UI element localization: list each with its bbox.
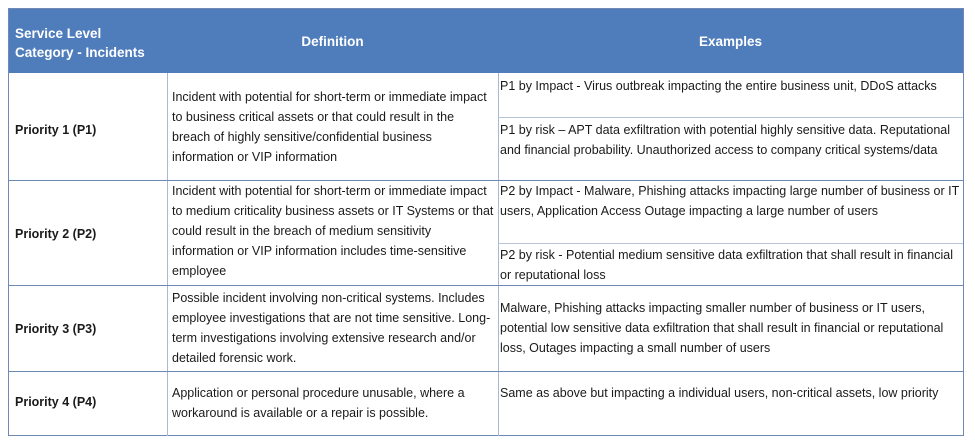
example-divider — [498, 243, 963, 244]
row-example: P1 by Impact - Virus outbreak impacting the entire business unit, DDoS attacks — [500, 79, 937, 93]
row-divider — [9, 285, 963, 286]
row-category: Priority 4 (P4) — [15, 395, 97, 409]
row-example: Malware, Phishing attacks impacting smaller number of business or IT users, potential low sensitive data exfiltration that shall result in financial or reputational loss, Outages impacting a small number of users — [500, 301, 944, 355]
example-divider — [498, 117, 963, 118]
row-example: P2 by risk - Potential medium sensitive data exfiltration that shall result in financial or reputational loss — [500, 248, 953, 282]
header-examples: Examples — [698, 34, 763, 49]
column-divider — [498, 73, 499, 436]
row-definition: Possible incident involving non-critical systems. Includes employee investigations that are not time sensitive. Long-term investigations involving extensive research and/or detailed forensic work. — [172, 291, 491, 365]
row-category: Priority 2 (P2) — [15, 227, 97, 241]
row-example: P1 by risk – APT data exfiltration with potential highly sensitive data. Reputational and financial probability. Unauthorized access to company critical systems/data — [500, 123, 951, 157]
table-header — [9, 9, 963, 73]
service-level-table — [8, 8, 964, 436]
row-category: Priority 3 (P3) — [15, 322, 97, 336]
header-category: Service Level Category - Incidents — [15, 26, 145, 60]
row-divider — [9, 371, 963, 372]
row-definition: Application or personal procedure unusable, where a workaround is available or a repair is possible. — [172, 386, 465, 420]
column-divider — [167, 73, 168, 436]
row-definition: Incident with potential for short-term or immediate impact to medium criticality business assets or IT Systems or that could result in the breach of medium sensitivity information or VIP information includes time-sensitive employee — [172, 184, 494, 278]
row-example: P2 by Impact - Malware, Phishing attacks impacting large number of business or IT users, Application Access Outage impacting a large number of users — [500, 184, 960, 218]
header-definition: Definition — [301, 34, 364, 49]
row-definition: Incident with potential for short-term or immediate impact to business critical assets or that could result in the breach of highly sensitive/confidential business information or VIP information — [172, 90, 487, 164]
row-example: Same as above but impacting a individual users, non-critical assets, low priority — [500, 386, 939, 400]
row-category: Priority 1 (P1) — [15, 123, 97, 137]
